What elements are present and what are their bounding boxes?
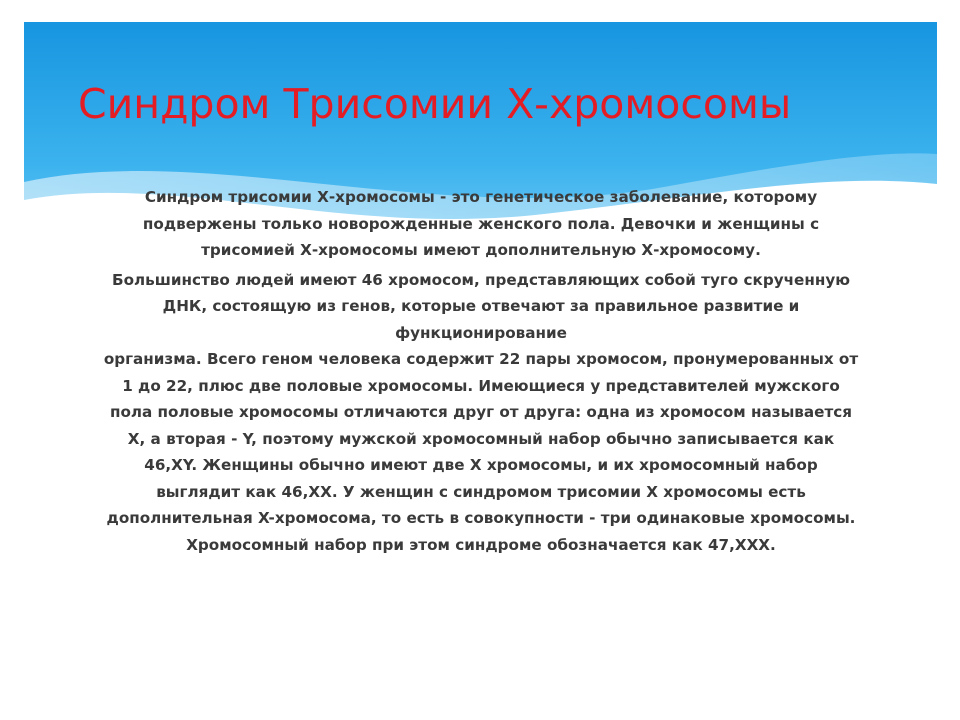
paragraph-chromosomes: Большинство людей имеют 46 хромосом, представляющих собой туго скрученную ДНК, состоящую из генов, которые отвечают за правильное развитие и функционирование xyxy=(112,270,850,342)
slide-title: Синдром Трисомии Х-хромосомы xyxy=(78,80,792,128)
paragraph-intro: Синдром трисомии Х-хромосомы - это генетическое заболевание, которому подвержены только новорожденные женского пола. Девочки и женщины с трисомией Х-хромосомы имеют дополнительную Х-хромосому. xyxy=(142,188,820,259)
paragraph-genome: организма. Всего геном человека содержит 22 пары хромосом, пронумерованных от 1 до 22, плюс две половые хромосомы. Имеющиеся у представителей мужского пола половые хромосомы отличаются друг от друга: одна из хромосом называется X, а вторая - Y, поэтому мужской хромосомный набор обычно записывается как 46,XY. Женщины обычно имеют две X хромосомы, и их хромосомный набор выглядит как 46,XX. У женщин с синдромом трисомии X хромосомы есть дополнительная X-хромосома, то есть в совокупности - три одинаковые хромосомы. Хромосомный набор при этом синдроме обозначается как 47,XXX. xyxy=(103,350,859,554)
slide-body xyxy=(100,184,862,558)
